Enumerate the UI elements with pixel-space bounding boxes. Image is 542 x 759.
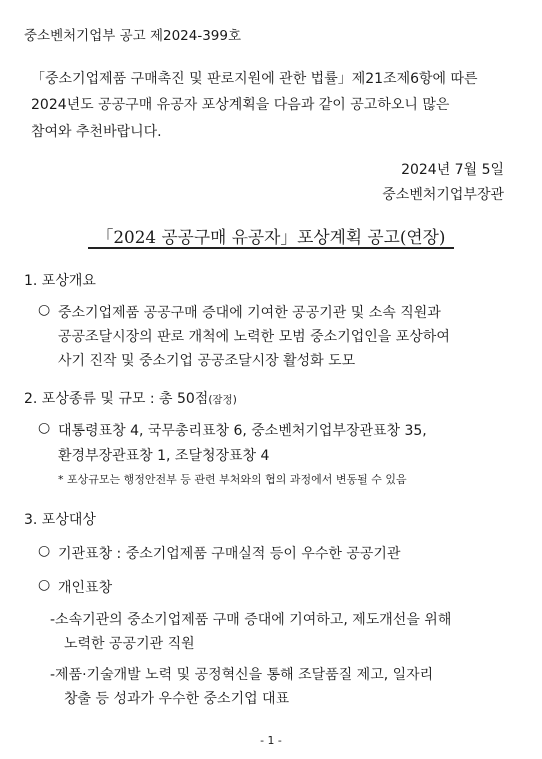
notice-number: 중소벤처기업부 공고 제2024-399호 bbox=[24, 28, 242, 44]
individual-sub-2-line-2: 창출 등 성과가 우수한 중소기업 대표 bbox=[64, 691, 290, 707]
title-underline bbox=[88, 247, 454, 249]
section-2-footnote: * 포상규모는 행정안전부 등 관련 부처와의 협의 과정에서 변동될 수 있음 bbox=[58, 473, 407, 486]
intro-line-1: 「중소기업제품 구매촉진 및 판로지원에 관한 법률」제21조제6항에 따른 bbox=[31, 71, 478, 87]
individual-sub-2-line-1: -제품·기술개발 노력 및 공정혁신을 통해 조달품질 제고, 일자리 bbox=[50, 667, 434, 683]
circle-bullet-icon: ○ bbox=[38, 420, 51, 436]
circle-bullet-icon: ○ bbox=[38, 577, 51, 593]
circle-bullet-icon: ○ bbox=[38, 543, 51, 559]
intro-line-3: 참여와 추천바랍니다. bbox=[31, 124, 162, 140]
circle-bullet-icon: ○ bbox=[38, 302, 51, 318]
notice-date: 2024년 7월 5일 bbox=[401, 162, 504, 178]
section-1-line-2: 공공조달시장의 판로 개척에 노력한 모범 중소기업인을 포상하여 bbox=[58, 329, 450, 345]
section-2-heading-note: (잠정) bbox=[208, 394, 237, 406]
document-title: 「2024 공공구매 유공자」포상계획 공고(연장) bbox=[96, 227, 446, 247]
ministry-signature: 중소벤처기업부장관 bbox=[382, 187, 504, 203]
section-3-heading: 3. 포상대상 bbox=[24, 512, 96, 528]
page-number: - 1 - bbox=[260, 734, 282, 747]
section-2-line-2: 환경부장관표창 1, 조달청장표창 4 bbox=[58, 448, 270, 464]
section-1-line-3: 사기 진작 및 중소기업 공공조달시장 활성화 도모 bbox=[58, 353, 356, 369]
section-2-heading bbox=[24, 388, 237, 408]
individual-sub-1-line-2: 노력한 공공기관 직원 bbox=[64, 636, 195, 652]
section-2-heading-text: 2. 포상종류 및 규모 : 총 50점 bbox=[24, 391, 209, 407]
intro-line-2: 2024년도 공공구매 유공자 포상계획을 다음과 같이 공고하오니 많은 bbox=[31, 97, 450, 113]
section-1-heading: 1. 포상개요 bbox=[24, 273, 96, 289]
individual-sub-1-line-1: -소속기관의 중소기업제품 구매 증대에 기여하고, 제도개선을 위해 bbox=[50, 612, 452, 628]
section-2-line-1: 대통령표창 4, 국무총리표창 6, 중소벤처기업부장관표창 35, bbox=[58, 423, 427, 439]
section-1-line-1: 중소기업제품 공공구매 증대에 기여한 공공기관 및 소속 직원과 bbox=[58, 305, 441, 321]
individual-award: 개인표창 bbox=[58, 580, 113, 596]
institution-award: 기관표창 : 중소기업제품 구매실적 등이 우수한 공공기관 bbox=[58, 546, 401, 562]
